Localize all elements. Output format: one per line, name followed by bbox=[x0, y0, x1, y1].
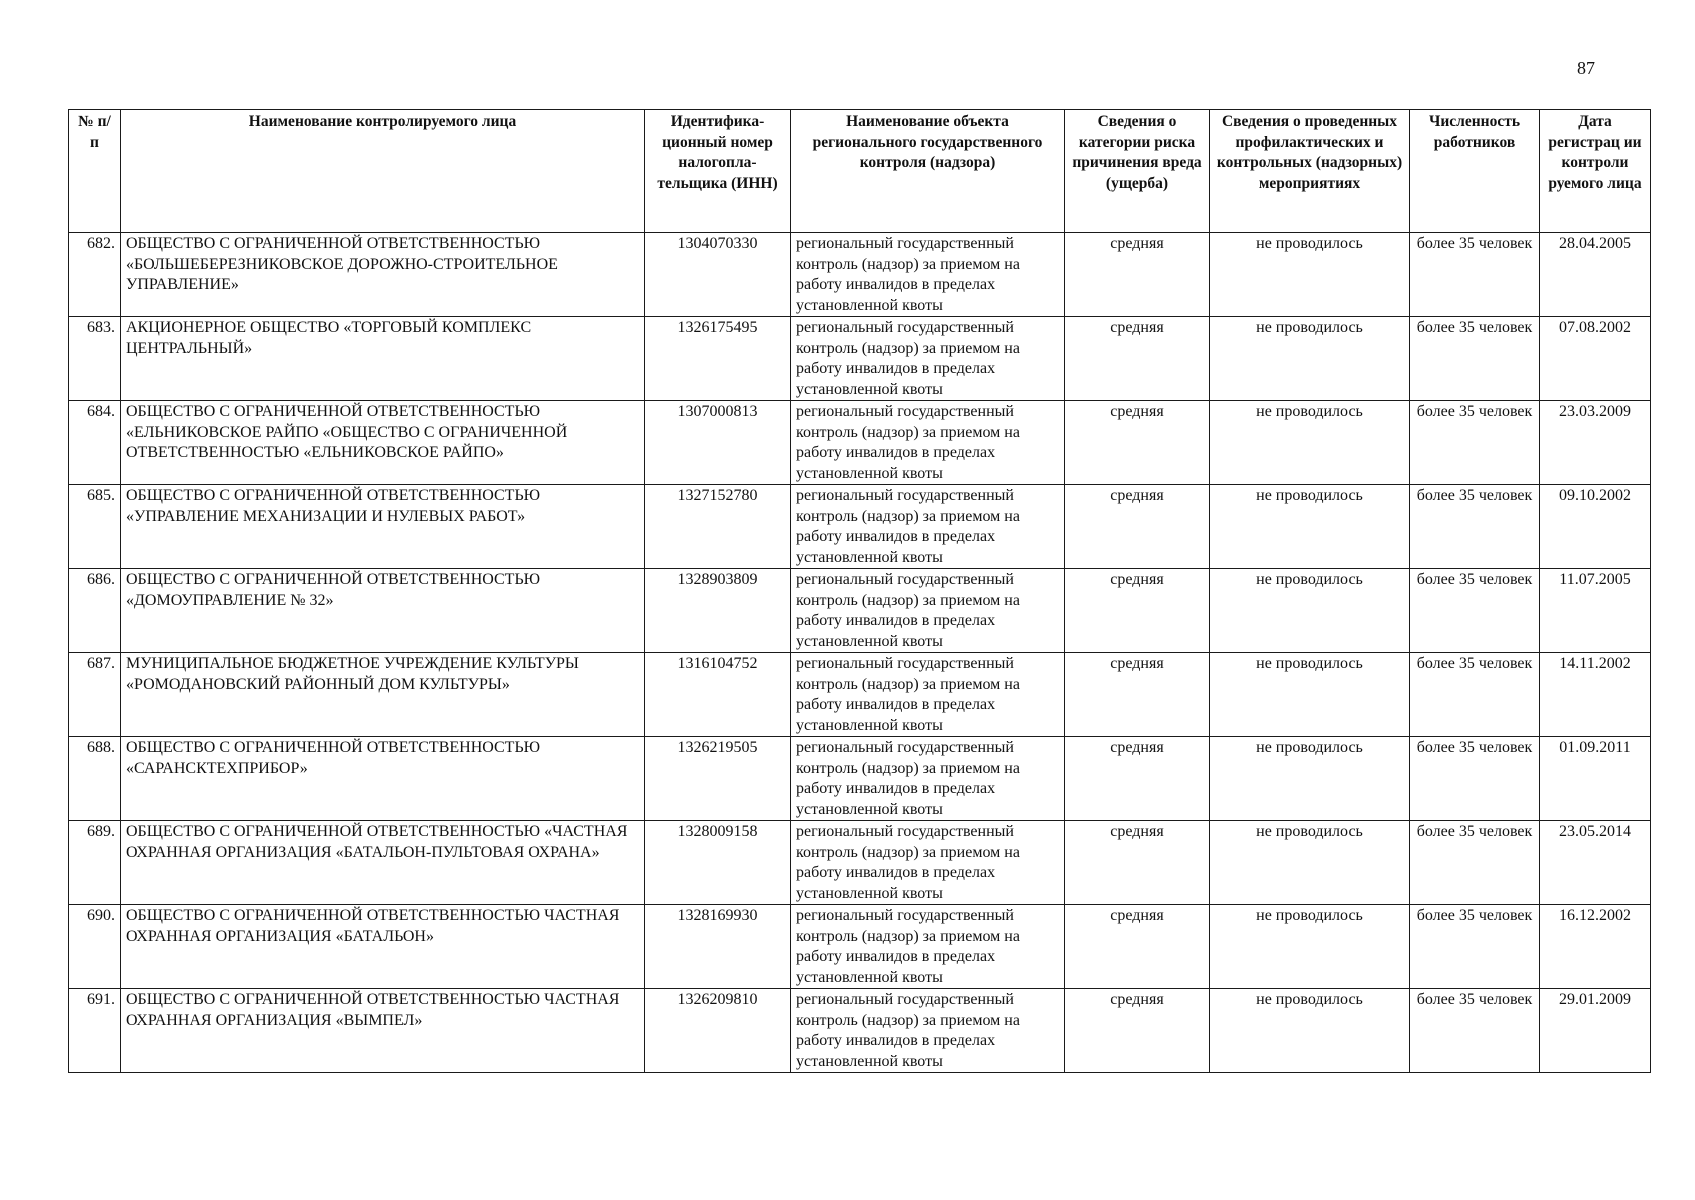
staff-count: более 35 человек bbox=[1410, 317, 1540, 401]
table-row bbox=[69, 401, 1651, 485]
events-info: не проводилось bbox=[1210, 401, 1410, 485]
header-name: Наименование контролируемого лица bbox=[121, 110, 645, 233]
table-row bbox=[69, 821, 1651, 905]
staff-count: более 35 человек bbox=[1410, 905, 1540, 989]
row-number: 684. bbox=[69, 401, 121, 485]
events-info: не проводилось bbox=[1210, 737, 1410, 821]
events-info: не проводилось bbox=[1210, 233, 1410, 317]
row-number: 691. bbox=[69, 989, 121, 1073]
header-object: Наименование объекта регионального государственного контроля (надзора) bbox=[791, 110, 1065, 233]
events-info: не проводилось bbox=[1210, 821, 1410, 905]
staff-count: более 35 человек bbox=[1410, 737, 1540, 821]
header-risk: Сведения о категории риска причинения вреда (ущерба) bbox=[1065, 110, 1210, 233]
row-number: 689. bbox=[69, 821, 121, 905]
table-row bbox=[69, 653, 1651, 737]
entity-name: ОБЩЕСТВО С ОГРАНИЧЕННОЙ ОТВЕТСТВЕННОСТЬЮ «БОЛЬШЕБЕРЕЗНИКОВСКОЕ ДОРОЖНО-СТРОИТЕЛЬНОЕ УПРАВЛЕНИЕ» bbox=[121, 233, 645, 317]
table-row bbox=[69, 569, 1651, 653]
row-number: 685. bbox=[69, 485, 121, 569]
control-object: региональный государственный контроль (надзор) за приемом на работу инвалидов в пределах установленной квоты bbox=[791, 989, 1065, 1073]
registration-date: 07.08.2002 bbox=[1540, 317, 1651, 401]
events-info: не проводилось bbox=[1210, 989, 1410, 1073]
registration-date: 09.10.2002 bbox=[1540, 485, 1651, 569]
staff-count: более 35 человек bbox=[1410, 233, 1540, 317]
risk-category: средняя bbox=[1065, 737, 1210, 821]
header-date: Дата регистрац ии контроли руемого лица bbox=[1540, 110, 1651, 233]
events-info: не проводилось bbox=[1210, 653, 1410, 737]
control-object: региональный государственный контроль (надзор) за приемом на работу инвалидов в пределах установленной квоты bbox=[791, 737, 1065, 821]
staff-count: более 35 человек bbox=[1410, 401, 1540, 485]
events-info: не проводилось bbox=[1210, 569, 1410, 653]
table-row bbox=[69, 485, 1651, 569]
entity-name: АКЦИОНЕРНОЕ ОБЩЕСТВО «ТОРГОВЫЙ КОМПЛЕКС ЦЕНТРАЛЬНЫЙ» bbox=[121, 317, 645, 401]
row-number: 690. bbox=[69, 905, 121, 989]
registration-date: 01.09.2011 bbox=[1540, 737, 1651, 821]
registration-date: 28.04.2005 bbox=[1540, 233, 1651, 317]
risk-category: средняя bbox=[1065, 821, 1210, 905]
inn-value: 1328903809 bbox=[645, 569, 791, 653]
entity-name: ОБЩЕСТВО С ОГРАНИЧЕННОЙ ОТВЕТСТВЕННОСТЬЮ «УПРАВЛЕНИЕ МЕХАНИЗАЦИИ И НУЛЕВЫХ РАБОТ» bbox=[121, 485, 645, 569]
entity-name: ОБЩЕСТВО С ОГРАНИЧЕННОЙ ОТВЕТСТВЕННОСТЬЮ «ДОМОУПРАВЛЕНИЕ № 32» bbox=[121, 569, 645, 653]
inn-value: 1326175495 bbox=[645, 317, 791, 401]
control-object: региональный государственный контроль (надзор) за приемом на работу инвалидов в пределах установленной квоты bbox=[791, 401, 1065, 485]
row-number: 687. bbox=[69, 653, 121, 737]
staff-count: более 35 человек bbox=[1410, 569, 1540, 653]
risk-category: средняя bbox=[1065, 485, 1210, 569]
control-object: региональный государственный контроль (надзор) за приемом на работу инвалидов в пределах установленной квоты bbox=[791, 233, 1065, 317]
row-number: 688. bbox=[69, 737, 121, 821]
control-object: региональный государственный контроль (надзор) за приемом на работу инвалидов в пределах установленной квоты bbox=[791, 317, 1065, 401]
events-info: не проводилось bbox=[1210, 905, 1410, 989]
entity-name: ОБЩЕСТВО С ОГРАНИЧЕННОЙ ОТВЕТСТВЕННОСТЬЮ «САРАНСКТЕХПРИБОР» bbox=[121, 737, 645, 821]
inn-value: 1304070330 bbox=[645, 233, 791, 317]
entity-name: ОБЩЕСТВО С ОГРАНИЧЕННОЙ ОТВЕТСТВЕННОСТЬЮ ЧАСТНАЯ ОХРАННАЯ ОРГАНИЗАЦИЯ «ВЫМПЕЛ» bbox=[121, 989, 645, 1073]
inn-value: 1316104752 bbox=[645, 653, 791, 737]
table-row bbox=[69, 737, 1651, 821]
risk-category: средняя bbox=[1065, 905, 1210, 989]
entity-name: ОБЩЕСТВО С ОГРАНИЧЕННОЙ ОТВЕТСТВЕННОСТЬЮ «ЕЛЬНИКОВСКОЕ РАЙПО «ОБЩЕСТВО С ОГРАНИЧЕННОЙ ОТВЕТСТВЕННОСТЬЮ «ЕЛЬНИКОВСКОЕ РАЙПО» bbox=[121, 401, 645, 485]
entity-name: ОБЩЕСТВО С ОГРАНИЧЕННОЙ ОТВЕТСТВЕННОСТЬЮ ЧАСТНАЯ ОХРАННАЯ ОРГАНИЗАЦИЯ «БАТАЛЬОН» bbox=[121, 905, 645, 989]
events-info: не проводилось bbox=[1210, 485, 1410, 569]
registry-table bbox=[68, 109, 1651, 1073]
registration-date: 16.12.2002 bbox=[1540, 905, 1651, 989]
staff-count: более 35 человек bbox=[1410, 989, 1540, 1073]
risk-category: средняя bbox=[1065, 989, 1210, 1073]
header-events: Сведения о проведенных профилактических и контрольных (надзорных) мероприятиях bbox=[1210, 110, 1410, 233]
control-object: региональный государственный контроль (надзор) за приемом на работу инвалидов в пределах установленной квоты bbox=[791, 485, 1065, 569]
risk-category: средняя bbox=[1065, 401, 1210, 485]
control-object: региональный государственный контроль (надзор) за приемом на работу инвалидов в пределах установленной квоты bbox=[791, 905, 1065, 989]
control-object: региональный государственный контроль (надзор) за приемом на работу инвалидов в пределах установленной квоты bbox=[791, 821, 1065, 905]
header-num: № п/п bbox=[69, 110, 121, 233]
risk-category: средняя bbox=[1065, 233, 1210, 317]
table-row bbox=[69, 317, 1651, 401]
inn-value: 1326219505 bbox=[645, 737, 791, 821]
row-number: 686. bbox=[69, 569, 121, 653]
events-info: не проводилось bbox=[1210, 317, 1410, 401]
staff-count: более 35 человек bbox=[1410, 485, 1540, 569]
table-row bbox=[69, 905, 1651, 989]
inn-value: 1327152780 bbox=[645, 485, 791, 569]
header-row bbox=[69, 110, 1651, 233]
staff-count: более 35 человек bbox=[1410, 821, 1540, 905]
entity-name: МУНИЦИПАЛЬНОЕ БЮДЖЕТНОЕ УЧРЕЖДЕНИЕ КУЛЬТУРЫ «РОМОДАНОВСКИЙ РАЙОННЫЙ ДОМ КУЛЬТУРЫ» bbox=[121, 653, 645, 737]
header-inn: Идентифика-ционный номер налогопла-тельщика (ИНН) bbox=[645, 110, 791, 233]
inn-value: 1328009158 bbox=[645, 821, 791, 905]
registration-date: 11.07.2005 bbox=[1540, 569, 1651, 653]
row-number: 682. bbox=[69, 233, 121, 317]
staff-count: более 35 человек bbox=[1410, 653, 1540, 737]
risk-category: средняя bbox=[1065, 317, 1210, 401]
risk-category: средняя bbox=[1065, 569, 1210, 653]
inn-value: 1328169930 bbox=[645, 905, 791, 989]
registration-date: 23.03.2009 bbox=[1540, 401, 1651, 485]
header-staff: Численность работников bbox=[1410, 110, 1540, 233]
registration-date: 14.11.2002 bbox=[1540, 653, 1651, 737]
row-number: 683. bbox=[69, 317, 121, 401]
inn-value: 1307000813 bbox=[645, 401, 791, 485]
table-row bbox=[69, 233, 1651, 317]
risk-category: средняя bbox=[1065, 653, 1210, 737]
inn-value: 1326209810 bbox=[645, 989, 791, 1073]
page-number: 87 bbox=[1577, 58, 1595, 78]
control-object: региональный государственный контроль (надзор) за приемом на работу инвалидов в пределах установленной квоты bbox=[791, 653, 1065, 737]
control-object: региональный государственный контроль (надзор) за приемом на работу инвалидов в пределах установленной квоты bbox=[791, 569, 1065, 653]
registration-date: 23.05.2014 bbox=[1540, 821, 1651, 905]
entity-name: ОБЩЕСТВО С ОГРАНИЧЕННОЙ ОТВЕТСТВЕННОСТЬЮ «ЧАСТНАЯ ОХРАННАЯ ОРГАНИЗАЦИЯ «БАТАЛЬОН-ПУЛЬТОВАЯ ОХРАНА» bbox=[121, 821, 645, 905]
table-row bbox=[69, 989, 1651, 1073]
registration-date: 29.01.2009 bbox=[1540, 989, 1651, 1073]
